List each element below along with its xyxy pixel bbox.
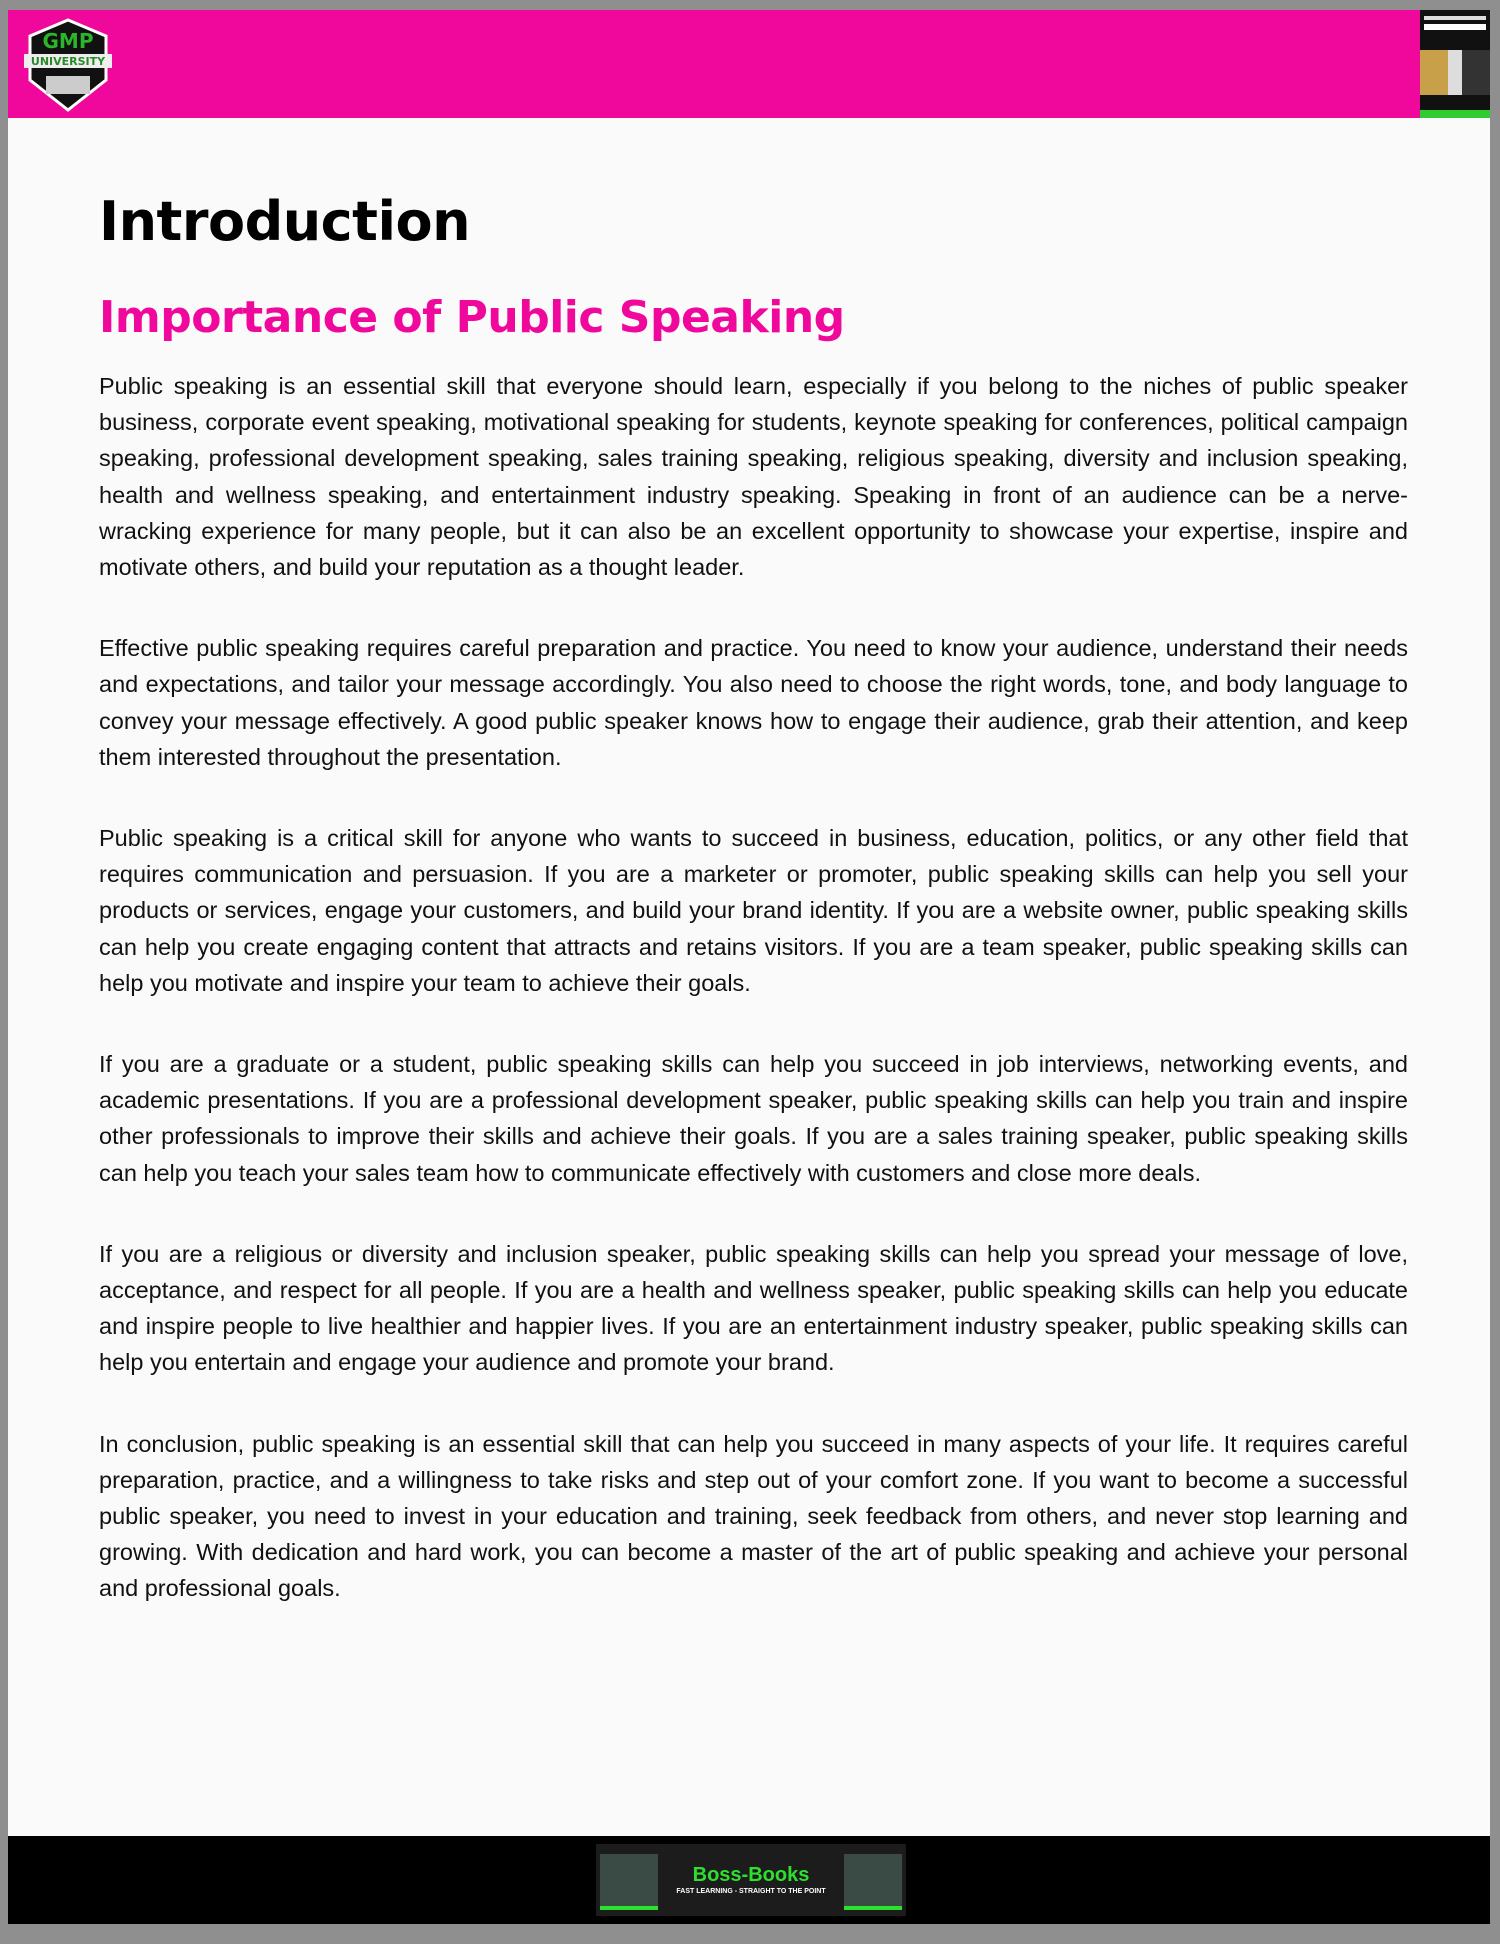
paragraph: If you are a graduate or a student, public speaking skills can help you succeed in job interviews, networking events, and academic presentations. If you are a professional development speaker, public speaking skills can help you train and inspire other professionals to improve their skills and achieve their goals. If you are a sales training speaker, public speaking skills can help you teach your sales team how to communicate effectively with customers and close more deals. <box>99 1051 1408 1186</box>
banner-brand: Boss-Books <box>692 1864 810 1886</box>
page-title: Introduction <box>99 190 471 253</box>
paragraph: Public speaking is an essential skill that everyone should learn, especially if you belong to the niches of public speaker business, corporate event speaking, motivational speaking for students, keynote speaking for conferences, political campaign speaking, professional development speaking, sales training speaking, religious speaking, diversity and inclusion speaking, health and wellness speaking, and entertainment industry speaking. Speaking in front of an audience can be a nerve-wracking experience for many people, but it can also be an excellent opportunity to showcase your expertise, inspire and motivate others, and build your reputation as a thought leader. <box>99 373 1408 581</box>
logo-badge-right <box>844 1854 902 1910</box>
svg-text:UNIVERSITY: UNIVERSITY <box>30 55 106 68</box>
logo-badge-left <box>600 1854 658 1910</box>
banner-tagline: FAST LEARNING - STRAIGHT TO THE POINT <box>676 1888 826 1895</box>
paragraph: In conclusion, public speaking is an essential skill that can help you succeed in many aspects of your life. It requires careful preparation, practice, and a willingness to take risks and step out of your comfort zone. If you want to become a successful public speaker, you need to invest in your education and training, seek feedback from others, and never stop learning and growing. With dedication and hard work, you can become a master of the art of public speaking and achieve your personal and professional goals. <box>99 1430 1408 1602</box>
header-band <box>8 10 1490 118</box>
paragraph: Effective public speaking requires careful preparation and practice. You need to know your audience, understand their needs and expectations, and tailor your message accordingly. You also need to choose the right words, tone, and body language to convey your message effectively. A good public speaker knows how to engage their audience, grab their attention, and keep them interested throughout the presentation. <box>99 635 1408 770</box>
document-page <box>8 10 1490 1924</box>
footer-band <box>8 1836 1490 1924</box>
body-text <box>99 368 1408 1652</box>
paragraph: Public speaking is a critical skill for anyone who wants to succeed in business, education, politics, or any other field that requires communication and persuasion. If you are a marketer or promoter, public speaking skills can help you sell your products or services, engage your customers, and build your brand identity. If you are a website owner, public speaking skills can help you create engaging content that attracts and retains visitors. If you are a team speaker, public speaking skills can help you motivate and inspire your team to achieve their goals. <box>99 825 1408 996</box>
boss-books-banner <box>596 1844 906 1916</box>
paragraph: If you are a religious or diversity and inclusion speaker, public speaking skills can help you spread your message of love, acceptance, and respect for all people. If you are a health and wellness speaker, public speaking skills can help you educate and inspire people to live healthier and happier lives. If you are an entertainment industry speaker, public speaking skills can help you entertain and engage your audience and promote your brand. <box>99 1240 1408 1376</box>
section-heading: Importance of Public Speaking <box>99 292 845 343</box>
book-cover-thumbnail <box>1420 10 1490 118</box>
gmp-university-logo <box>22 18 114 112</box>
svg-text:GMP: GMP <box>42 29 94 53</box>
